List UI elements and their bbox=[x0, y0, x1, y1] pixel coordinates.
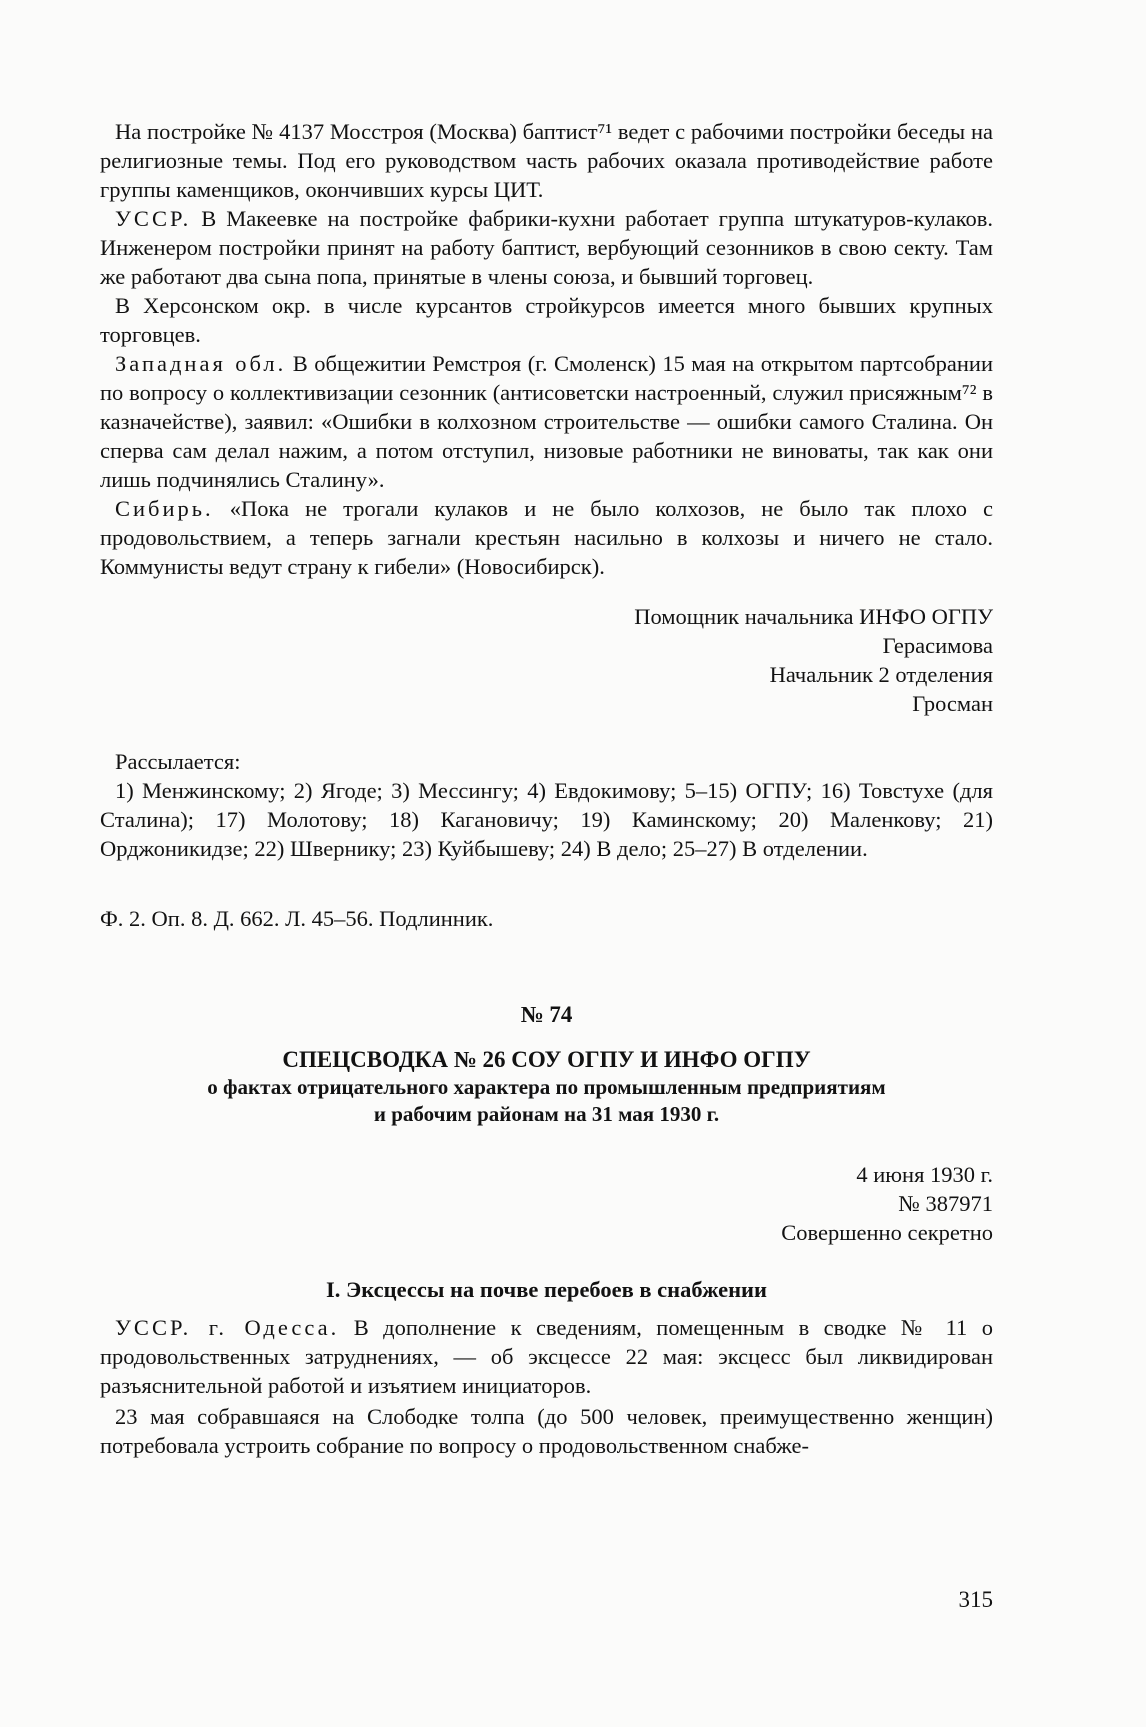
document-meta bbox=[100, 1160, 993, 1247]
paragraph-slobodka: 23 мая собравшаяся на Слободке толпа (до 500 человек, преимущественно женщин) потребовала устроить собрание по вопросу о продовольственном снабже- bbox=[100, 1404, 993, 1458]
paragraph-text: «Пока не трогали кулаков и не было колхозов, не было так плохо с продовольствием, а теперь загнали крестьян насильно в колхозы и ничего не стало. Коммунисты ведут страну к гибели» (Новосибирск). bbox=[100, 496, 994, 579]
signer-name-1: Герасимова bbox=[882, 633, 993, 658]
region-label: Сибирь. bbox=[115, 496, 214, 521]
signer-name-2: Гросман bbox=[912, 691, 993, 716]
signer-role-1: Помощник начальника ИНФО ОГПУ bbox=[634, 604, 993, 629]
paragraph-siberia bbox=[100, 494, 993, 581]
paragraph-baptist: На постройке № 4137 Мосстроя (Москва) баптист⁷¹ ведет с рабочими постройки беседы на религиозные темы. Под его руководством часть рабочих оказала противодействие работе группы каменщиков, окончивших курсы ЦИТ. bbox=[100, 119, 993, 202]
registration-number: № 387971 bbox=[898, 1191, 993, 1216]
paragraph-western bbox=[100, 349, 993, 494]
paragraph-text: В дополнение к сведениям, помещенным в сводке № 11 о продовольственных затруднениях, — об эксцессе 22 мая: эксцесс был ликвидирован разъяснительной работой и изъятием инициаторов. bbox=[100, 1315, 993, 1398]
signature-block bbox=[100, 602, 993, 718]
distribution-list: 1) Менжинскому; 2) Ягоде; 3) Мессингу; 4) Евдокимову; 5–15) ОГПУ; 16) Товстухе (для Сталина); 17) Молотову; 18) Кагановичу; 19) Каминскому; 20) Маленкову; 21) Орджоникидзе; 22) Швернику; 23) Куйбышеву; 24) В дело; 25–27) В отделении. bbox=[100, 778, 993, 861]
paragraph-kherson: В Херсонском окр. в числе курсантов стройкурсов имеется много бывших крупных торговцев. bbox=[100, 293, 993, 347]
region-label: УССР. bbox=[115, 206, 192, 231]
text-block-1 bbox=[100, 117, 993, 581]
distribution-label: Рассылается: bbox=[115, 749, 241, 774]
section-heading: I. Эксцессы на почве перебоев в снабжении bbox=[326, 1277, 767, 1302]
region-label: УССР. г. Одесса. bbox=[115, 1315, 340, 1340]
document-subtitle-2: и рабочим районам на 31 мая 1930 г. bbox=[373, 1102, 720, 1126]
signer-role-2: Начальник 2 отделения bbox=[769, 662, 993, 687]
source-reference: Ф. 2. Оп. 8. Д. 662. Л. 45–56. Подлинник. bbox=[100, 906, 494, 931]
secrecy-stamp: Совершенно секретно bbox=[781, 1220, 993, 1245]
paragraph-ussr bbox=[100, 204, 993, 291]
distribution-block bbox=[100, 747, 993, 863]
archive-source bbox=[100, 904, 993, 933]
paragraph-text: В Макеевке на постройке фабрики-кухни работает группа штукатуров-кулаков. Инженером постройки принят на работу баптист, вербующий сезонников в свою секту. Там же работают два сына попа, принятые в члены союза, и бывший торговец. bbox=[100, 206, 993, 289]
paragraph-text: В общежитии Ремстроя (г. Смоленск) 15 мая на открытом партсобрании по вопросу о коллективизации сезонник (антисоветски настроенный, служил присяжным⁷² в казначействе), заявил: «Ошибки в колхозном строительстве — ошибки самого Сталина. Он сперва сам делал нажим, а потом отступил, низовые работники не виноваты, так как они лишь подчинялись Сталину». bbox=[100, 351, 993, 492]
document-title: СПЕЦСВОДКА № 26 СОУ ОГПУ И ИНФО ОГПУ bbox=[282, 1047, 811, 1072]
paragraph-odessa bbox=[100, 1313, 993, 1400]
region-label: Западная обл. bbox=[115, 351, 287, 376]
section-1 bbox=[100, 1275, 993, 1460]
document-header bbox=[100, 1000, 993, 1128]
page-number: 315 bbox=[958, 1587, 993, 1612]
document-subtitle-1: о фактах отрицательного характера по промышленным предприятиям bbox=[207, 1075, 886, 1099]
document-number: № 74 bbox=[520, 1002, 573, 1027]
document-date: 4 июня 1930 г. bbox=[856, 1162, 993, 1187]
